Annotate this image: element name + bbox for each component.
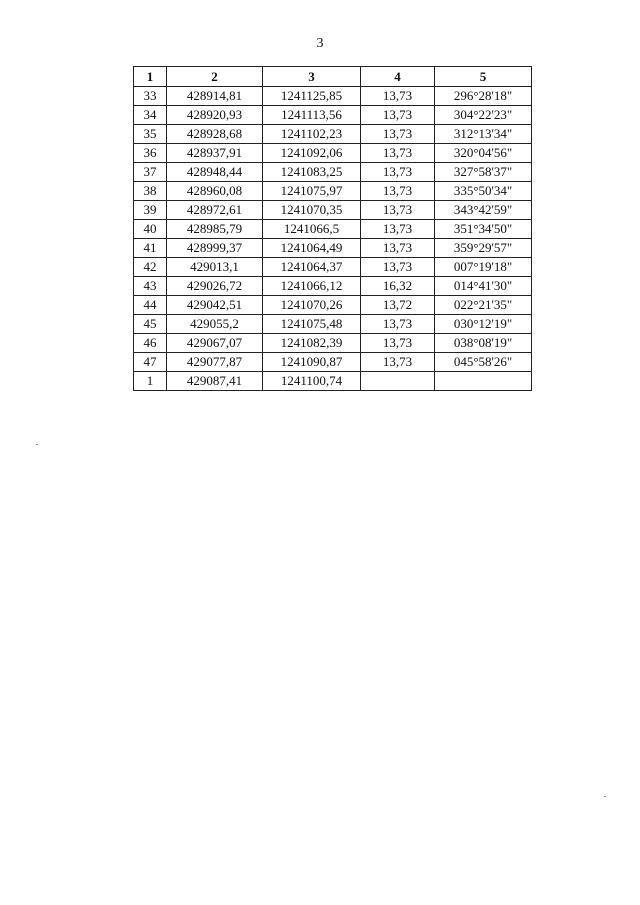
cell-x-coordinate: 429087,41	[167, 372, 263, 391]
cell-x-coordinate: 429055,2	[167, 315, 263, 334]
table-row	[134, 315, 532, 334]
cell-y-coordinate: 1241070,26	[263, 296, 361, 315]
header-point-number: 1	[134, 67, 167, 87]
cell-point-number: 47	[134, 353, 167, 372]
cell-point-number: 33	[134, 87, 167, 106]
table-row	[134, 372, 532, 391]
cell-x-coordinate: 428928,68	[167, 125, 263, 144]
table-row	[134, 334, 532, 353]
header-distance: 4	[361, 67, 435, 87]
cell-y-coordinate: 1241066,5	[263, 220, 361, 239]
cell-x-coordinate: 428914,81	[167, 87, 263, 106]
table-body	[134, 87, 532, 391]
cell-x-coordinate: 428920,93	[167, 106, 263, 125]
table-row	[134, 182, 532, 201]
cell-bearing: 030°12'19"	[435, 315, 532, 334]
cell-distance: 13,73	[361, 220, 435, 239]
cell-point-number: 38	[134, 182, 167, 201]
cell-bearing: 312°13'34"	[435, 125, 532, 144]
cell-y-coordinate: 1241064,49	[263, 239, 361, 258]
cell-point-number: 45	[134, 315, 167, 334]
table-row	[134, 106, 532, 125]
cell-x-coordinate: 429067,07	[167, 334, 263, 353]
cell-point-number: 42	[134, 258, 167, 277]
cell-bearing: 351°34'50"	[435, 220, 532, 239]
table-row	[134, 258, 532, 277]
cell-point-number: 36	[134, 144, 167, 163]
cell-y-coordinate: 1241083,25	[263, 163, 361, 182]
cell-bearing: 335°50'34"	[435, 182, 532, 201]
cell-point-number: 46	[134, 334, 167, 353]
cell-y-coordinate: 1241075,48	[263, 315, 361, 334]
cell-point-number: 37	[134, 163, 167, 182]
cell-distance: 13,73	[361, 315, 435, 334]
cell-y-coordinate: 1241113,56	[263, 106, 361, 125]
header-bearing: 5	[435, 67, 532, 87]
cell-y-coordinate: 1241064,37	[263, 258, 361, 277]
cell-y-coordinate: 1241125,85	[263, 87, 361, 106]
cell-y-coordinate: 1241075,97	[263, 182, 361, 201]
cell-y-coordinate: 1241092,06	[263, 144, 361, 163]
cell-x-coordinate: 429013,1	[167, 258, 263, 277]
cell-distance: 13,73	[361, 201, 435, 220]
cell-x-coordinate: 429042,51	[167, 296, 263, 315]
scan-speck	[604, 796, 606, 797]
cell-x-coordinate: 428960,08	[167, 182, 263, 201]
cell-distance	[361, 372, 435, 391]
header-y-coordinate: 3	[263, 67, 361, 87]
cell-distance: 13,72	[361, 296, 435, 315]
cell-point-number: 44	[134, 296, 167, 315]
header-x-coordinate: 2	[167, 67, 263, 87]
cell-x-coordinate: 428972,61	[167, 201, 263, 220]
table-row	[134, 239, 532, 258]
cell-bearing: 320°04'56"	[435, 144, 532, 163]
cell-bearing	[435, 372, 532, 391]
cell-distance: 13,73	[361, 163, 435, 182]
coordinates-table	[133, 66, 532, 391]
cell-point-number: 1	[134, 372, 167, 391]
cell-bearing: 007°19'18"	[435, 258, 532, 277]
cell-y-coordinate: 1241090,87	[263, 353, 361, 372]
table-row	[134, 125, 532, 144]
cell-x-coordinate: 428937,91	[167, 144, 263, 163]
page-number: 3	[316, 36, 324, 51]
cell-x-coordinate: 428948,44	[167, 163, 263, 182]
cell-distance: 13,73	[361, 258, 435, 277]
cell-point-number: 34	[134, 106, 167, 125]
cell-bearing: 327°58'37"	[435, 163, 532, 182]
cell-y-coordinate: 1241100,74	[263, 372, 361, 391]
table-row	[134, 201, 532, 220]
cell-x-coordinate: 428999,37	[167, 239, 263, 258]
cell-point-number: 43	[134, 277, 167, 296]
table-row	[134, 353, 532, 372]
cell-y-coordinate: 1241102,23	[263, 125, 361, 144]
cell-bearing: 022°21'35"	[435, 296, 532, 315]
table-row	[134, 87, 532, 106]
cell-x-coordinate: 429077,87	[167, 353, 263, 372]
cell-distance: 13,73	[361, 334, 435, 353]
cell-x-coordinate: 429026,72	[167, 277, 263, 296]
table-row	[134, 163, 532, 182]
cell-distance: 13,73	[361, 239, 435, 258]
table-row	[134, 296, 532, 315]
cell-distance: 13,73	[361, 87, 435, 106]
cell-x-coordinate: 428985,79	[167, 220, 263, 239]
cell-bearing: 343°42'59"	[435, 201, 532, 220]
cell-bearing: 014°41'30"	[435, 277, 532, 296]
cell-bearing: 038°08'19"	[435, 334, 532, 353]
cell-y-coordinate: 1241066,12	[263, 277, 361, 296]
cell-point-number: 41	[134, 239, 167, 258]
scan-speck	[36, 444, 38, 445]
cell-point-number: 40	[134, 220, 167, 239]
cell-point-number: 39	[134, 201, 167, 220]
cell-bearing: 045°58'26"	[435, 353, 532, 372]
cell-bearing: 304°22'23"	[435, 106, 532, 125]
table-header-row	[134, 67, 532, 87]
cell-distance: 13,73	[361, 144, 435, 163]
table-row	[134, 220, 532, 239]
cell-y-coordinate: 1241082,39	[263, 334, 361, 353]
cell-distance: 13,73	[361, 125, 435, 144]
table-row	[134, 277, 532, 296]
cell-point-number: 35	[134, 125, 167, 144]
cell-distance: 13,73	[361, 182, 435, 201]
cell-bearing: 359°29'57"	[435, 239, 532, 258]
cell-y-coordinate: 1241070,35	[263, 201, 361, 220]
cell-distance: 13,73	[361, 353, 435, 372]
cell-distance: 13,73	[361, 106, 435, 125]
table-row	[134, 144, 532, 163]
cell-bearing: 296°28'18"	[435, 87, 532, 106]
cell-distance: 16,32	[361, 277, 435, 296]
